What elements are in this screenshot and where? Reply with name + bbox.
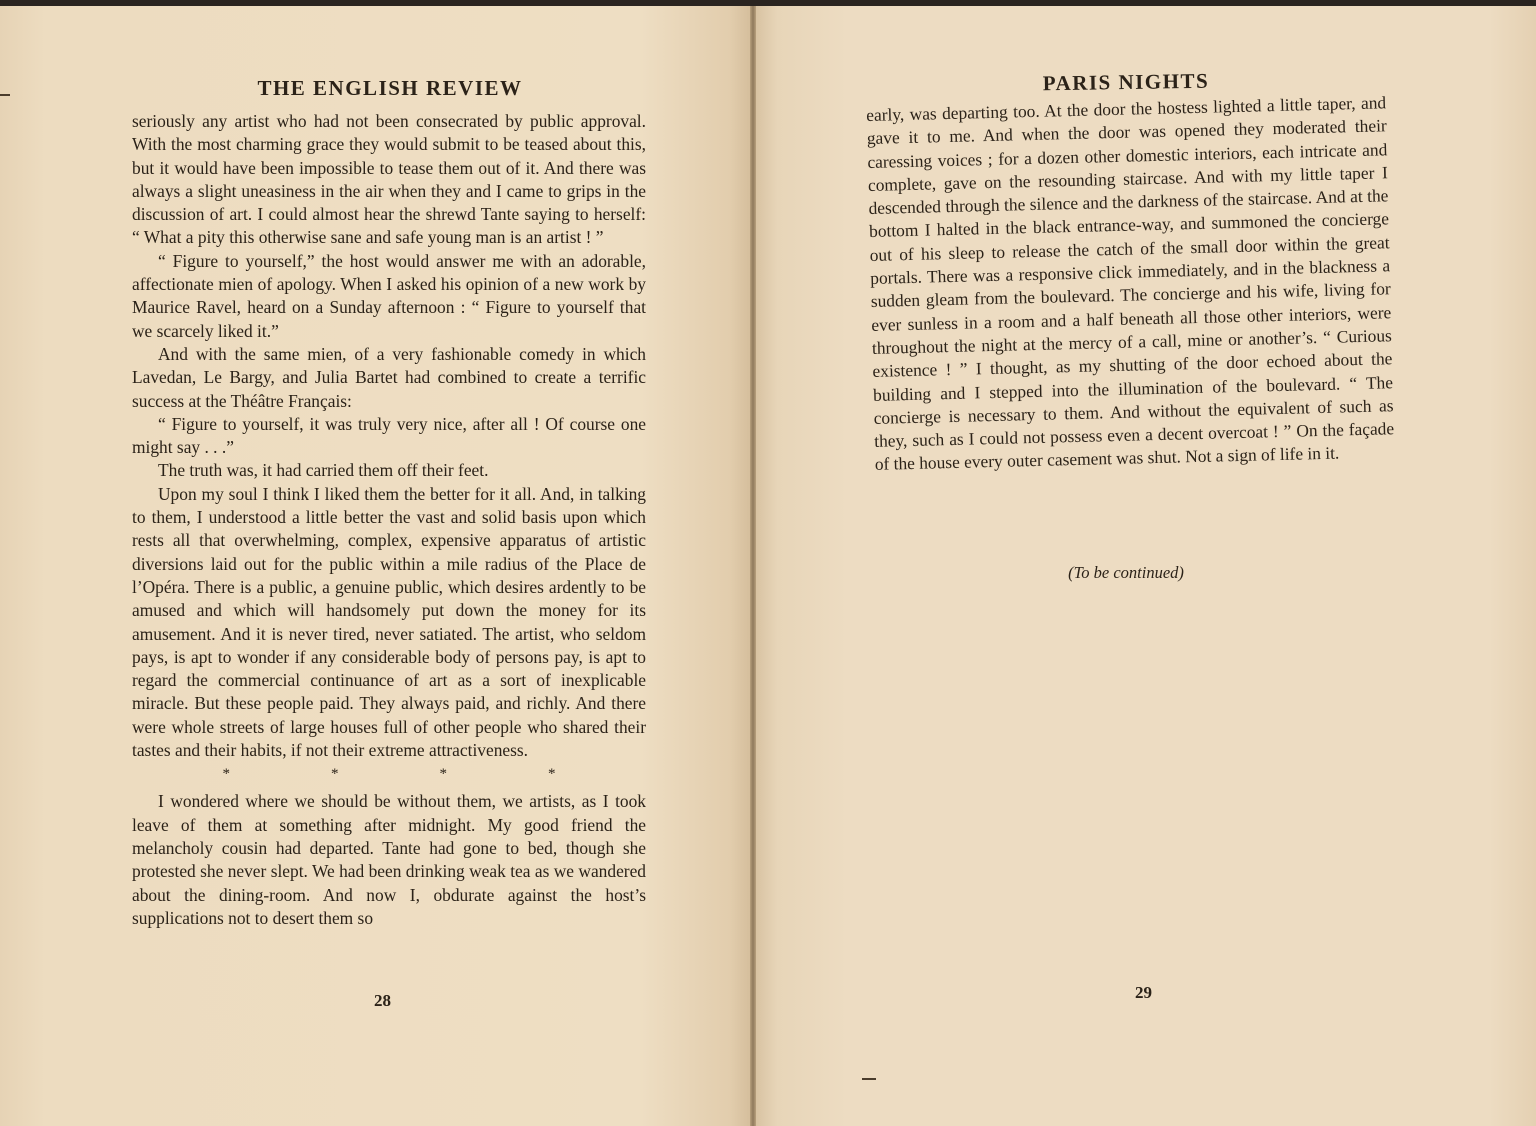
to-be-continued: (To be continued): [1068, 563, 1184, 582]
margin-mark: [862, 1078, 876, 1080]
running-head-right: PARIS NIGHTS: [1042, 68, 1210, 96]
asterisk: *: [222, 766, 230, 783]
page-number-right: 29: [1135, 983, 1152, 1002]
paragraph: Upon my soul I think I liked them the better for it all. And, in talking to them, I understood a little better the vast and solid basis upon which rests all that overwhelming, complex, expensive apparatus of artistic diversions laid out for the public within a mile radius of the Place de l’Opéra. There is a public, a genuine public, which desires ardently to be amused and which will handsomely put down the money for its amusement. And it is never tired, never satiated. The artist, who seldom pays, is apt to wonder if any considerable body of persons pay, is apt to regard the commercial continuance of art as a sort of inexplicable miracle. But these people paid. They always paid, and richly. And there were whole streets of large houses full of other people who shared their tastes and their habits, if not their extreme attractiveness.: [132, 483, 646, 761]
margin-mark: [0, 94, 10, 96]
asterisk: *: [548, 766, 556, 783]
running-head-left: THE ENGLISH REVIEW: [257, 76, 523, 100]
paragraph: The truth was, it had carried them off their feet.: [158, 460, 489, 481]
asterisk: *: [331, 766, 339, 783]
section-break: [132, 762, 646, 786]
paragraph: seriously any artist who had not been consecrated by public approval. With the most charming grace they would submit to be teased about this, but it would have been impossible to tease them out of it. And there was always a slight uneasiness in the air when they and I came to grips in the discussion of art. I could almost hear the shrewd Tante saying to herself: “ What a pity this otherwise sane and safe young man is an artist ! ”: [132, 111, 646, 248]
page-number-left: 28: [374, 991, 391, 1010]
paragraph: And with the same mien, of a very fashionable comedy in which Lavedan, Le Bargy, and Julia Bartet had combined to create a terrific success at the Théâtre Français:: [132, 343, 646, 411]
left-text-column: [132, 110, 646, 930]
asterisk: *: [439, 766, 447, 783]
right-text-column: [866, 91, 1395, 476]
paragraph: “ Figure to yourself, it was truly very nice, after all ! Of course one might say . . .”: [132, 413, 646, 458]
paragraph: “ Figure to yourself,” the host would answer me with an adorable, affectionate mien of apology. When I asked his opinion of a new work by Maurice Ravel, heard on a Sunday afternoon : “ Figure to yourself that we scarcely liked it.”: [132, 250, 646, 341]
paragraph: I wondered where we should be without them, we artists, as I took leave of them at something after midnight. My good friend the melancholy cousin had departed. Tante had gone to bed, though she protested she never slept. We had been drinking weak tea as we wandered about the dining-room. And now I, obdurate against the host’s supplications not to desert them so: [132, 791, 646, 928]
book-gutter: [750, 6, 756, 1126]
paragraph: early, was departing too. At the door the hostess lighted a little taper, and gave it to me. And when the door was opened they moderated their caressing voices ; for a dozen other domestic interiors, each intricate and complete, gave on the resounding staircase. And with my little taper I descended through the silence and the darkness of the staircase. And at the bottom I halted in the black entrance-way, and summoned the concierge out of his sleep to release the catch of the small door within the great portals. There was a responsive click immediately, and in the blackness a sudden gleam from the boulevard. The concierge and his wife, living for ever sunless in a room and a half beneath all those other interiors, were throughout the night at the mercy of a call, mine or another’s. “ Curious existence ! ” I thought, as my shutting of the door echoed about the building and I stepped into the illumination of the boulevard. “ The concierge is necessary to them. And without the equivalent of such as they, such as I could not possess even a decent overcoat ! ” On the façade of the house every outer casement was shut. Not a sign of life in it.: [866, 92, 1395, 475]
